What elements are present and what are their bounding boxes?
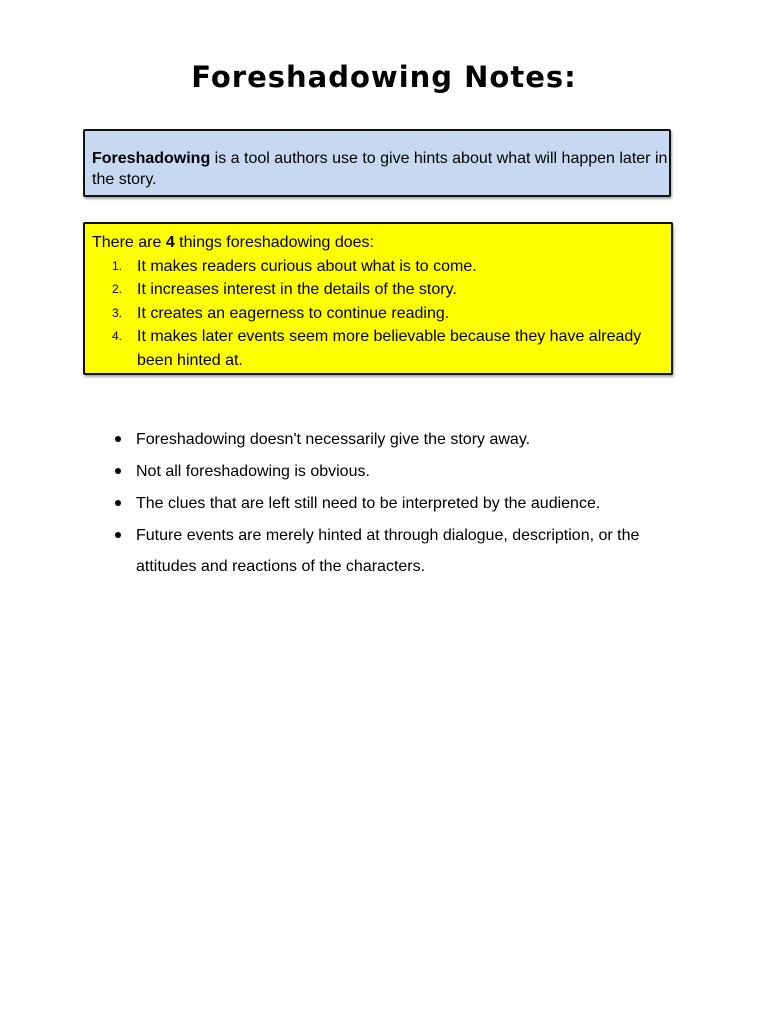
- facts-list-item: [92, 325, 671, 372]
- bullet-item: [110, 424, 680, 455]
- facts-item-text: It makes later events seem more believable because they have already been hinted at.: [137, 328, 642, 369]
- bullet-text: Foreshadowing doesn't necessarily give the story away.: [136, 431, 531, 448]
- bullet-dot-icon: [115, 468, 121, 474]
- facts-item-number: 3.: [112, 305, 123, 320]
- bullet-dot-icon: [115, 436, 121, 442]
- facts-intro-after: things foreshadowing does:: [174, 234, 374, 251]
- facts-list-item: [92, 255, 671, 279]
- facts-item-number: 4.: [112, 329, 123, 343]
- bullet-text: The clues that are left still need to be interpreted by the audience.: [136, 495, 601, 512]
- bullet-list: [110, 424, 680, 583]
- bullet-text: Not all foreshadowing is obvious.: [136, 463, 370, 480]
- facts-count: 4: [165, 234, 175, 251]
- bullet-item: [110, 456, 680, 487]
- facts-item-number: 1.: [112, 258, 123, 273]
- facts-list: [92, 255, 671, 373]
- facts-item-text: It creates an eagerness to continue reading.: [137, 304, 450, 322]
- facts-item-text: It increases interest in the details of the story.: [137, 281, 457, 298]
- bullet-dot-icon: [115, 532, 121, 538]
- facts-intro: [92, 231, 671, 255]
- facts-box: [83, 222, 673, 375]
- bullet-dot-icon: [115, 500, 121, 506]
- bullet-item: [110, 520, 680, 582]
- bullet-text: Future events are merely hinted at through dialogue, description, or the attitudes and reactions of the characters.: [136, 527, 640, 575]
- bullet-item: [110, 488, 680, 519]
- facts-list-item: [92, 302, 671, 326]
- definition-text: is a tool authors use to give hints about what will happen later in the story.: [92, 150, 668, 188]
- facts-item-number: 2.: [112, 282, 123, 296]
- page-title: Foreshadowing Notes:: [191, 60, 577, 94]
- definition-term: Foreshadowing: [92, 150, 211, 167]
- definition-box: [83, 129, 671, 197]
- facts-intro-before: There are: [92, 234, 166, 251]
- facts-item-text: It makes readers curious about what is to come.: [137, 257, 477, 275]
- facts-list-item: [92, 278, 671, 302]
